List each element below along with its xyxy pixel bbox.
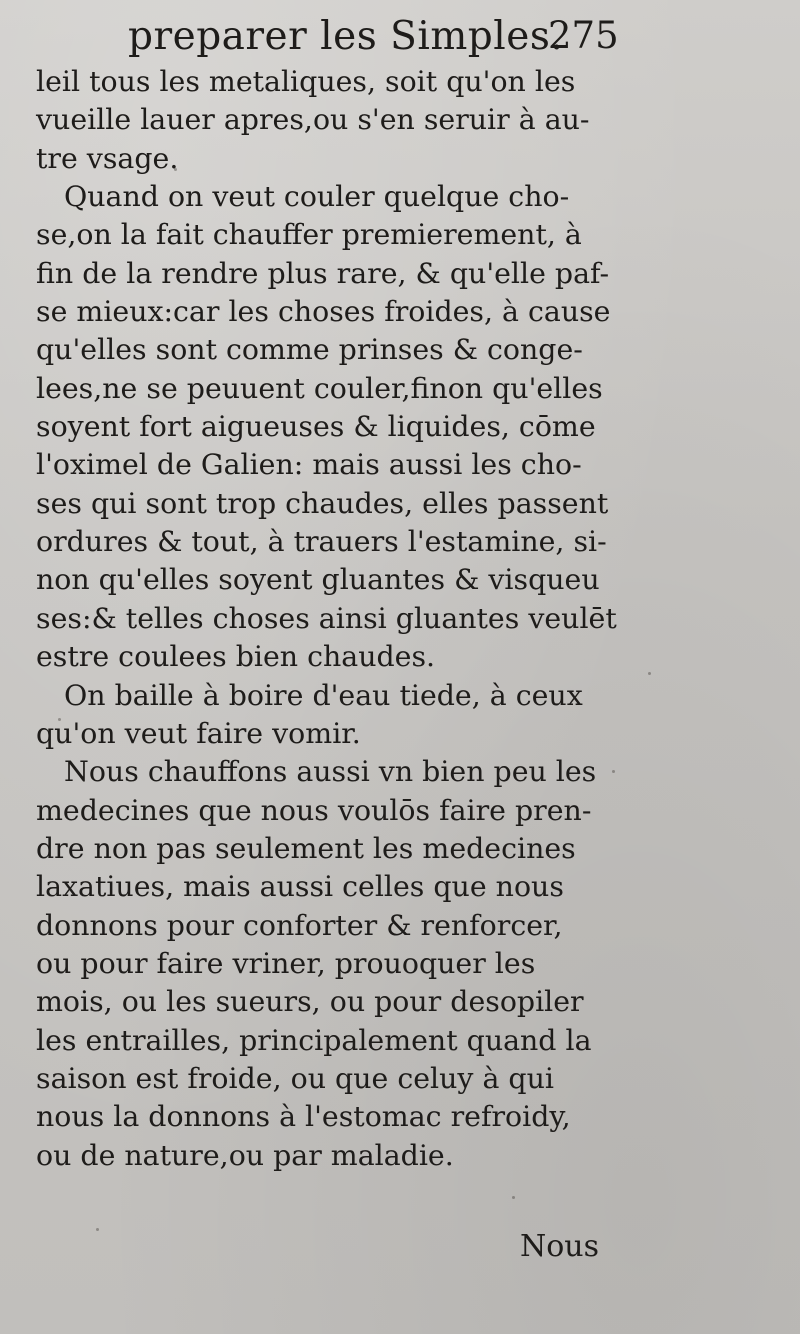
body-text — [36, 63, 617, 1175]
text-line: ou de nature,ou par maladie. — [36, 1138, 454, 1172]
text-line: qu'on veut faire vomir. — [36, 716, 361, 750]
page-header — [0, 8, 800, 64]
text-line: fin de la rendre plus rare, & qu'elle paf- — [36, 256, 610, 290]
catchword: Nous — [520, 1229, 600, 1264]
text-line: ou pour faire vriner, prouoquer les — [36, 946, 536, 980]
text-line: se,on la fait chauffer premierement, à — [36, 218, 582, 252]
text-line: ses:& telles choses ainsi gluantes veulēt — [36, 601, 617, 635]
text-line: mois, ou les sueurs, ou pour desopiler — [36, 985, 584, 1019]
text-line: donnons pour conforter & renforcer, — [36, 908, 563, 942]
text-line: laxatiues, mais aussi celles que nous — [36, 870, 564, 904]
text-line: ses qui sont trop chaudes, elles passent — [36, 486, 609, 520]
paragraph-start-line: Quand on veut couler quelque cho- — [64, 180, 570, 214]
text-line: saison est froide, ou que celuy à qui — [36, 1061, 554, 1095]
text-line: non qu'elles soyent gluantes & visqueu — [36, 563, 600, 597]
text-line: tre vsage. — [36, 141, 179, 175]
text-line: qu'elles sont comme prinses & conge- — [36, 333, 583, 367]
paper-speck — [648, 672, 651, 675]
paragraph-start-line: On baille à boire d'eau tiede, à ceux — [64, 678, 583, 712]
text-line: l'oximel de Galien: mais aussi les cho- — [36, 448, 582, 482]
text-line: dre non pas seulement les medecines — [36, 831, 576, 865]
text-line: lees,ne se peuuent couler,finon qu'elles — [36, 371, 603, 405]
paper-speck — [174, 168, 177, 171]
paper-speck — [612, 770, 615, 773]
paper-speck — [58, 718, 61, 721]
text-line: les entrailles, principalement quand la — [36, 1023, 592, 1057]
text-line: estre coulees bien chaudes. — [36, 640, 436, 674]
running-head: preparer les Simples. — [128, 14, 564, 59]
paper-speck — [96, 1228, 99, 1231]
page-number: 275 — [548, 14, 619, 57]
paper-speck — [512, 1196, 515, 1199]
text-line: vueille lauer apres,ou s'en seruir à au- — [36, 103, 590, 137]
paragraph-start-line: Nous chauffons aussi vn bien peu les — [64, 755, 597, 789]
text-line: soyent fort aigueuses & liquides, cōme — [36, 410, 596, 444]
text-line: se mieux:car les choses froides, à cause — [36, 295, 611, 329]
text-line: ordures & tout, à trauers l'estamine, si- — [36, 525, 607, 559]
text-line: medecines que nous voulōs faire pren- — [36, 793, 592, 827]
text-line: nous la donnons à l'estomac refroidy, — [36, 1100, 571, 1134]
text-line: leil tous les metaliques, soit qu'on les — [36, 65, 576, 98]
